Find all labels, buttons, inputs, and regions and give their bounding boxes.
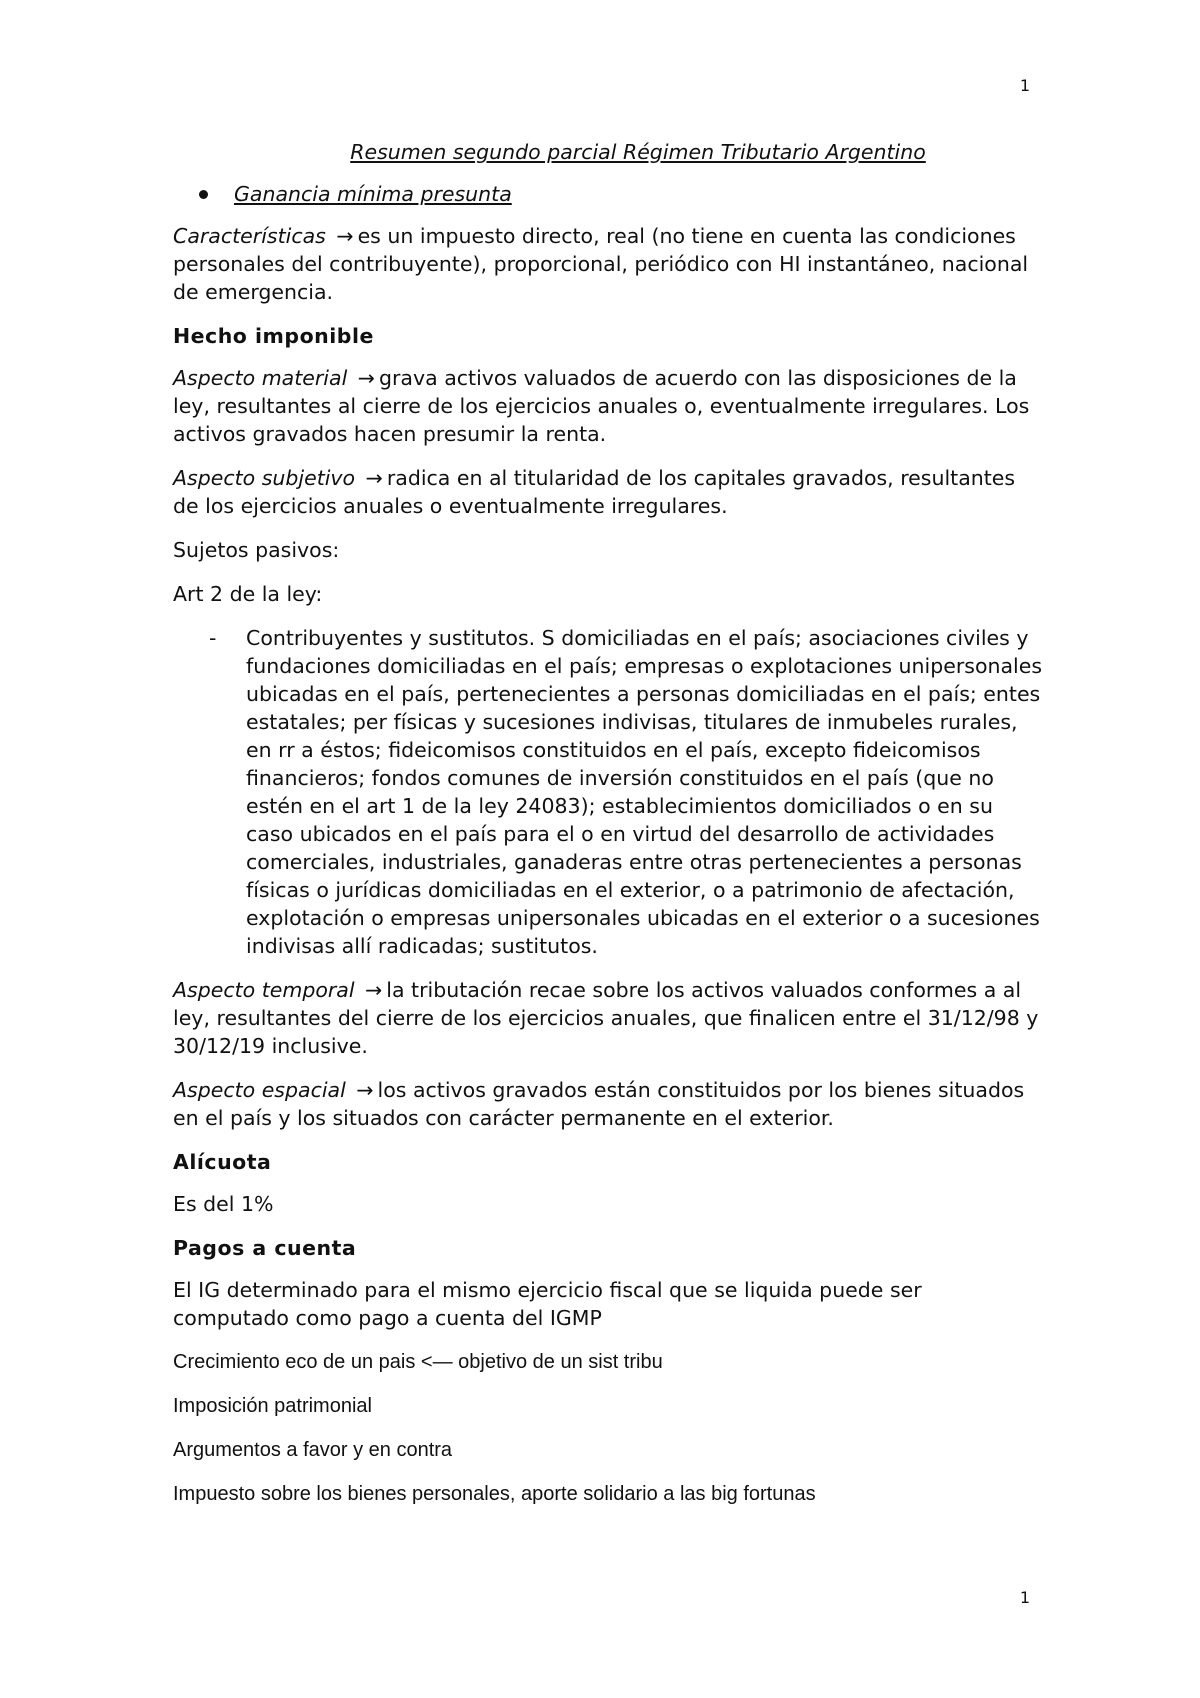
arrow-icon: → — [336, 224, 354, 248]
aspecto-espacial-paragraph — [173, 1076, 1043, 1132]
aspecto-material-paragraph — [173, 364, 1043, 448]
arrow-icon: → — [357, 366, 375, 390]
list-marker: - — [209, 626, 217, 650]
aspecto-subjetivo-paragraph — [173, 464, 1043, 520]
aspecto-temporal-text: la tributación recae sobre los activos valuados conformes a al ley, resultantes del cierre de los ejercicios anuales, que finalicen entre el 31/12/98 y 30/12/19 inclusive. — [173, 978, 1039, 1058]
hecho-imponible-heading: Hecho imponible — [173, 324, 374, 348]
art2-line: Art 2 de la ley: — [173, 582, 323, 606]
pagos-a-cuenta-text: El IG determinado para el mismo ejercicio fiscal que se liquida puede ser computado como pago a cuenta del IGMP — [173, 1278, 922, 1330]
aspecto-subjetivo-text: radica en al titularidad de los capitales gravados, resultantes de los ejercicios anuales o eventualmente irregulares. — [173, 466, 1016, 518]
aspecto-temporal-label: Aspecto temporal — [173, 978, 355, 1002]
pagos-a-cuenta-heading: Pagos a cuenta — [173, 1236, 357, 1260]
section-heading-text: Ganancia mínima presunta — [234, 182, 512, 206]
sujetos-pasivos-line: Sujetos pasivos: — [173, 538, 340, 562]
alicuota-text: Es del 1% — [173, 1192, 274, 1216]
aspecto-espacial-text: los activos gravados están constituidos por los bienes situados en el país y los situados con carácter permanente en el exterior. — [173, 1078, 1025, 1130]
note-line: Imposición patrimonial — [173, 1395, 372, 1417]
aspecto-espacial-label: Aspecto espacial — [173, 1078, 346, 1102]
note-line: Argumentos a favor y en contra — [173, 1439, 453, 1461]
note-line: Impuesto sobre los bienes personales, aporte solidario a las big fortunas — [173, 1483, 816, 1505]
bullet-icon — [199, 190, 208, 199]
caracteristicas-label: Características — [173, 224, 326, 248]
aspecto-material-text: grava activos valuados de acuerdo con las disposiciones de la ley, resultantes al cierre de los ejercicios anuales o, eventualmente irregulares. Los activos gravados hacen presumir la renta. — [173, 366, 1030, 446]
alicuota-heading: Alícuota — [173, 1150, 272, 1174]
arrow-icon: → — [365, 466, 383, 490]
document-body — [173, 138, 1043, 1524]
aspecto-temporal-paragraph — [173, 976, 1043, 1060]
page-number-top: 1 — [1019, 76, 1030, 95]
aspecto-subjetivo-label: Aspecto subjetivo — [173, 466, 356, 490]
caracteristicas-text: es un impuesto directo, real (no tiene en cuenta las condiciones personales del contribuyente), proporcional, periódico con HI instantáneo, nacional de emergencia. — [173, 224, 1029, 304]
section-heading — [173, 180, 1043, 208]
list-item — [173, 624, 1043, 960]
arrow-icon: → — [356, 1078, 374, 1102]
caracteristicas-paragraph — [173, 222, 1043, 306]
list-item-text: Contribuyentes y sustitutos. S domiciliadas en el país; asociaciones civiles y fundaciones domiciliadas en el país; empresas o explotaciones unipersonales ubicadas en el país, pertenecientes a personas domiciliadas en el país; entes estatales; per físicas y sucesiones indivisas, titulares de inmubeles rurales, en rr a éstos; fideicomisos constituidos en el país, excepto fideicomisos financieros; fondos comunes de inversión constituidos en el país (que no estén en el art 1 de la ley 24083); establecimientos domiciliados o en su caso ubicados en el país para el o en virtud del desarrollo de actividades comerciales, industriales, ganaderas entre otras pertenecientes a personas físicas o jurídicas domiciliadas en el exterior, o a patrimonio de afectación, explotación o empresas unipersonales ubicadas en el exterior o a sucesiones indivisas allí radicadas; sustitutos. — [246, 626, 1043, 958]
note-line: Crecimiento eco de un pais <— objetivo de un sist tribu — [173, 1351, 663, 1373]
aspecto-material-label: Aspecto material — [173, 366, 348, 390]
document-title: Resumen segundo parcial Régimen Tributario Argentino — [350, 140, 926, 164]
page-number-bottom: 1 — [1019, 1588, 1030, 1607]
arrow-icon: → — [365, 978, 383, 1002]
